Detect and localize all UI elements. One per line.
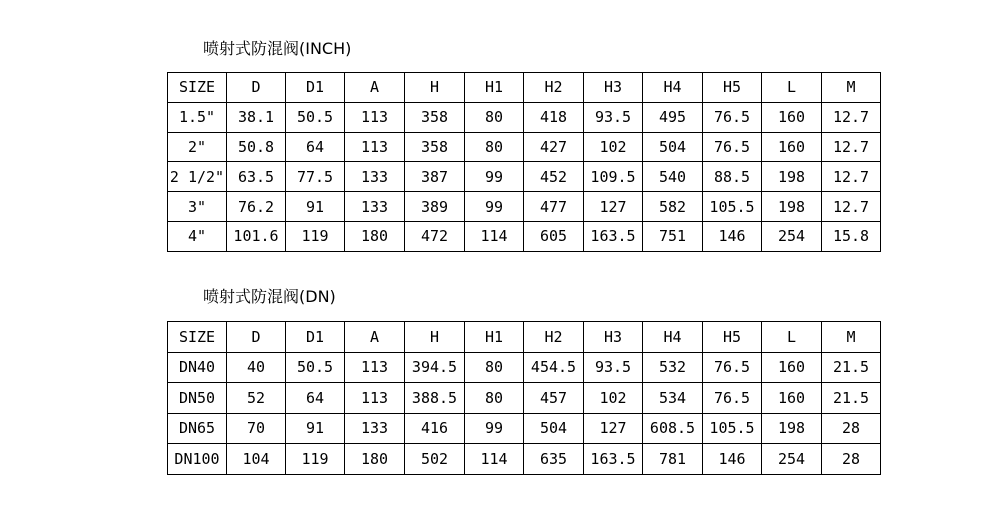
value-cell: 180 [345,221,405,251]
column-header: SIZE [168,322,227,353]
value-cell: 540 [643,162,703,192]
value-cell: 133 [345,192,405,222]
value-cell: 113 [345,102,405,132]
column-header: H [405,322,465,353]
value-cell: 91 [286,413,345,444]
value-cell: 104 [227,444,286,475]
value-cell: 80 [465,383,524,414]
value-cell: 64 [286,132,345,162]
column-header: L [762,322,822,353]
value-cell: 751 [643,221,703,251]
size-cell: DN65 [168,413,227,444]
column-header: H4 [643,322,703,353]
value-cell: 198 [762,162,822,192]
value-cell: 88.5 [703,162,762,192]
value-cell: 21.5 [822,383,881,414]
column-header: A [345,73,405,103]
value-cell: 80 [465,352,524,383]
value-cell: 12.7 [822,102,881,132]
table-row [168,352,881,383]
value-cell: 70 [227,413,286,444]
value-cell: 254 [762,444,822,475]
inch-table-title: 喷射式防混阀(INCH) [203,39,352,58]
value-cell: 38.1 [227,102,286,132]
value-cell: 495 [643,102,703,132]
size-cell: 2" [168,132,227,162]
value-cell: 21.5 [822,352,881,383]
value-cell: 160 [762,132,822,162]
value-cell: 146 [703,444,762,475]
value-cell: 76.2 [227,192,286,222]
value-cell: 532 [643,352,703,383]
value-cell: 198 [762,413,822,444]
value-cell: 109.5 [584,162,643,192]
value-cell: 113 [345,383,405,414]
column-header: D [227,322,286,353]
table-row [168,444,881,475]
value-cell: 93.5 [584,102,643,132]
value-cell: 605 [524,221,584,251]
column-header: H3 [584,322,643,353]
column-header: H2 [524,73,584,103]
column-header: H3 [584,73,643,103]
value-cell: 127 [584,192,643,222]
column-header: H5 [703,322,762,353]
value-cell: 133 [345,162,405,192]
table-header-row [168,322,881,353]
value-cell: 12.7 [822,192,881,222]
column-header: H4 [643,73,703,103]
value-cell: 163.5 [584,221,643,251]
size-cell: 2 1/2" [168,162,227,192]
value-cell: 52 [227,383,286,414]
value-cell: 40 [227,352,286,383]
value-cell: 101.6 [227,221,286,251]
value-cell: 93.5 [584,352,643,383]
value-cell: 502 [405,444,465,475]
inch-spec-table [167,72,881,252]
size-cell: 3" [168,192,227,222]
column-header: H2 [524,322,584,353]
value-cell: 80 [465,102,524,132]
value-cell: 163.5 [584,444,643,475]
value-cell: 160 [762,383,822,414]
value-cell: 76.5 [703,102,762,132]
table-row [168,192,881,222]
column-header: H [405,73,465,103]
column-header: H1 [465,322,524,353]
value-cell: 113 [345,132,405,162]
value-cell: 133 [345,413,405,444]
table-header-row [168,73,881,103]
value-cell: 76.5 [703,383,762,414]
value-cell: 454.5 [524,352,584,383]
value-cell: 457 [524,383,584,414]
value-cell: 180 [345,444,405,475]
value-cell: 80 [465,132,524,162]
value-cell: 781 [643,444,703,475]
size-cell: DN40 [168,352,227,383]
inch-table-body [168,73,881,252]
value-cell: 99 [465,192,524,222]
value-cell: 99 [465,162,524,192]
table-row [168,221,881,251]
value-cell: 28 [822,413,881,444]
value-cell: 504 [524,413,584,444]
value-cell: 146 [703,221,762,251]
value-cell: 64 [286,383,345,414]
value-cell: 477 [524,192,584,222]
dn-table-body [168,322,881,475]
column-header: H5 [703,73,762,103]
value-cell: 418 [524,102,584,132]
value-cell: 105.5 [703,413,762,444]
value-cell: 427 [524,132,584,162]
table-row [168,102,881,132]
dn-table-title: 喷射式防混阀(DN) [203,287,336,306]
column-header: D [227,73,286,103]
dn-spec-table [167,321,881,475]
table-row [168,162,881,192]
size-cell: 4" [168,221,227,251]
value-cell: 608.5 [643,413,703,444]
value-cell: 12.7 [822,132,881,162]
column-header: H1 [465,73,524,103]
column-header: L [762,73,822,103]
value-cell: 119 [286,221,345,251]
size-cell: DN100 [168,444,227,475]
value-cell: 388.5 [405,383,465,414]
value-cell: 102 [584,132,643,162]
value-cell: 472 [405,221,465,251]
value-cell: 50.5 [286,352,345,383]
value-cell: 387 [405,162,465,192]
column-header: D1 [286,322,345,353]
value-cell: 102 [584,383,643,414]
value-cell: 91 [286,192,345,222]
value-cell: 198 [762,192,822,222]
value-cell: 63.5 [227,162,286,192]
value-cell: 389 [405,192,465,222]
value-cell: 504 [643,132,703,162]
value-cell: 12.7 [822,162,881,192]
column-header: M [822,73,881,103]
value-cell: 119 [286,444,345,475]
value-cell: 358 [405,102,465,132]
value-cell: 15.8 [822,221,881,251]
size-cell: DN50 [168,383,227,414]
value-cell: 76.5 [703,352,762,383]
column-header: M [822,322,881,353]
value-cell: 358 [405,132,465,162]
value-cell: 254 [762,221,822,251]
value-cell: 76.5 [703,132,762,162]
value-cell: 416 [405,413,465,444]
value-cell: 452 [524,162,584,192]
column-header: SIZE [168,73,227,103]
value-cell: 582 [643,192,703,222]
value-cell: 114 [465,221,524,251]
value-cell: 99 [465,413,524,444]
value-cell: 160 [762,102,822,132]
column-header: A [345,322,405,353]
column-header: D1 [286,73,345,103]
value-cell: 105.5 [703,192,762,222]
value-cell: 28 [822,444,881,475]
value-cell: 127 [584,413,643,444]
table-row [168,132,881,162]
value-cell: 394.5 [405,352,465,383]
value-cell: 160 [762,352,822,383]
value-cell: 77.5 [286,162,345,192]
value-cell: 114 [465,444,524,475]
value-cell: 113 [345,352,405,383]
table-row [168,413,881,444]
size-cell: 1.5" [168,102,227,132]
value-cell: 50.5 [286,102,345,132]
value-cell: 635 [524,444,584,475]
value-cell: 50.8 [227,132,286,162]
value-cell: 534 [643,383,703,414]
table-row [168,383,881,414]
